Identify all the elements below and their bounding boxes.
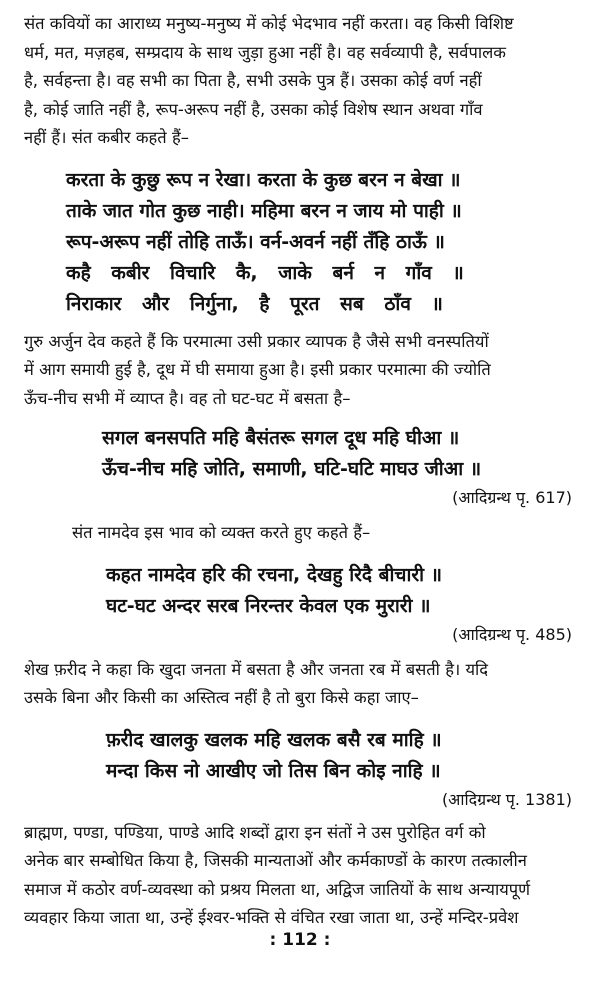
text-line: है, कोई जाति नहीं है, रूप-अरूप नहीं है, उसका कोई विशेष स्थान अथवा गाँव [24,99,483,119]
verse-line: घट-घट अन्दर सरब निरन्तर केवल एक मुरारी ॥ [106,594,431,617]
verse-line: कहै कबीर विचारि कै, जाके बर्न न गाँव ॥ [66,261,464,284]
text-line: संत नामदेव इस भाव को व्यक्त करते हुए कहते हैं– [72,523,371,542]
verse-line: सगल बनसपति महि बैसंतरू सगल दूध महि घीआ ॥ [102,427,460,449]
verse-line: फ़रीद खालकु खलक महि खलक बसै रब माहि ॥ [106,728,442,751]
paragraph-intro [24,10,576,153]
verse-line: कहत नामदेव हरि की रचना, देखहु रिदै बीचारी ॥ [106,563,443,586]
text-line: में आग समायी हुई है, दूध में घी समाया हुआ है। इसी प्रकार परमात्मा की ज्योति [24,360,491,379]
source-citation: (आदिग्रन्थ पृ. 617) [452,488,572,507]
paragraph-farid [24,656,576,713]
verse-line: निराकार और निर्गुना, है पूरत सब ठाँव ॥ [66,292,443,315]
text-line: उसके बिना और किसी का अस्तित्व नहीं है तो बुरा किसे कहा जाए– [24,688,419,707]
verse-line: ऊँच-नीच महि जोति, समाणी, घटि-घटि माघउ जीआ ॥ [102,458,482,480]
text-line: अनेक बार सम्बोधित किया है, जिसकी मान्यताओं और कर्मकाण्डों के कारण तत्कालीन [24,851,527,870]
farid-verse [106,725,576,787]
text-line: ऊँच-नीच सभी में व्याप्त है। वह तो घट-घट में बसता है– [24,388,351,408]
source-citation: (आदिग्रन्थ पृ. 485) [452,624,572,644]
text-line: धर्म, मत, मज़हब, सम्प्रदाय के साथ जुड़ा हुआ नहीं है। वह सर्वव्यापी है, सर्वपालक [24,42,506,62]
paragraph-brahmin [24,819,576,933]
text-line: संत कवियों का आराध्य मनुष्य-मनुष्य में कोई भेदभाव नहीं करता। वह किसी विशिष्ट [24,14,514,33]
text-line: शेख फ़रीद ने कहा कि खुदा जनता में बसता है और जनता रब में बसती है। यदि [24,659,489,679]
verse-line: करता के कुछु रूप न रेखा। करता के कुछ बरन न बेखा ॥ [66,168,461,191]
source-citation: (आदिग्रन्थ पृ. 1381) [441,789,572,809]
text-line: नहीं हैं। संत कबीर कहते हैं– [24,128,189,147]
paragraph-arjun-dev [24,328,576,414]
verse-line: मन्दा किस नो आखीए जो तिस बिन कोइ नाहि ॥ [106,759,441,782]
paragraph-namdev [24,519,576,548]
verse-line: रूप-अरूप नहीं तोहि ताऊँ। वर्न-अवर्न नहीं तँहि ठाऊँ ॥ [66,230,445,253]
page-number: : 112 : [269,930,331,950]
verse-line: ताके जात गोत कुछ नाही। महिमा बरन न जाय मो पाही ॥ [66,199,462,222]
text-line: व्यवहार किया जाता था, उन्हें ईश्वर-भक्ति से वंचित रखा जाता था, उन्हें मन्दिर-प्रवेश [24,908,519,927]
text-line: समाज में कठोर वर्ण-व्यवस्था को प्रश्रय मिलता था, अद्विज जातियों के साथ अन्यायपूर्ण [24,879,531,899]
text-line: गुरु अर्जुन देव कहते हैं कि परमात्मा उसी प्रकार व्यापक है जैसे सभी वनस्पतियों [24,331,489,351]
arjun-dev-verse [102,423,576,485]
namdev-verse [106,560,576,622]
text-line: ब्राह्मण, पण्डा, पण्डिया, पाण्डे आदि शब्दों द्वारा इन संतों ने उस पुरोहित वर्ग को [24,822,486,842]
kabir-verse [66,165,576,320]
text-line: है, सर्वहन्ता है। वह सभी का पिता है, सभी उसके पुत्र हैं। उसका कोई वर्ण नहीं [24,71,482,90]
